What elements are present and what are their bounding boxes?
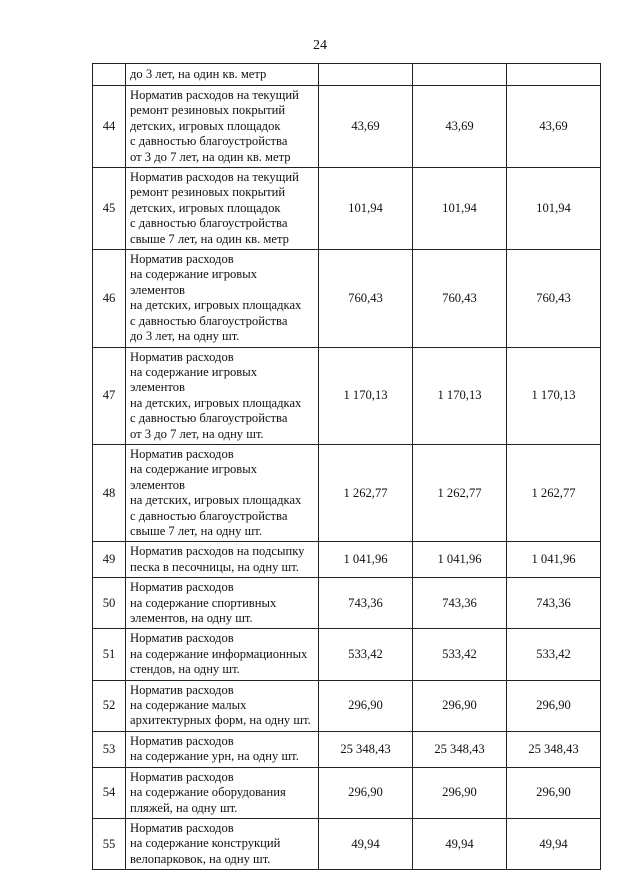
table-row [93,542,601,578]
row-number: 50 [93,578,126,629]
row-description: Норматив расходов на содержание конструкций велопарковок, на одну шт. [126,819,319,870]
row-number: 55 [93,819,126,870]
value-cell-1: 1 170,13 [319,347,413,444]
row-number: 51 [93,629,126,680]
value-cell-2: 25 348,43 [413,731,507,767]
row-number: 52 [93,680,126,731]
value-cell-1: 743,36 [319,578,413,629]
row-description: Норматив расходов на текущий ремонт резиновых покрытий детских, игровых площадок с давностью благоустройства от 3 до 7 лет, на один кв. метр [126,86,319,168]
table-row [93,444,601,541]
table-row [93,347,601,444]
value-cell-3: 296,90 [507,767,601,818]
row-description: Норматив расходов на содержание игровых элементов на детских, игровых площадках с давностью благоустройства до 3 лет, на одну шт. [126,250,319,347]
row-description: Норматив расходов на содержание информационных стендов, на одну шт. [126,629,319,680]
value-cell-3: 43,69 [507,86,601,168]
norms-table-body [93,64,601,870]
row-description: до 3 лет, на один кв. метр [126,64,319,86]
row-number: 48 [93,444,126,541]
table-row [93,680,601,731]
value-cell-2: 743,36 [413,578,507,629]
value-cell-2: 296,90 [413,680,507,731]
table-row [93,578,601,629]
table-row [93,86,601,168]
value-cell-3: 1 041,96 [507,542,601,578]
row-number: 49 [93,542,126,578]
value-cell-1: 101,94 [319,168,413,250]
value-cell-3: 1 262,77 [507,444,601,541]
row-description: Норматив расходов на содержание игровых элементов на детских, игровых площадках с давностью благоустройства свыше 7 лет, на одну шт. [126,444,319,541]
value-cell-2: 533,42 [413,629,507,680]
value-cell-1 [319,64,413,86]
value-cell-3: 49,94 [507,819,601,870]
value-cell-1: 25 348,43 [319,731,413,767]
row-description: Норматив расходов на содержание оборудования пляжей, на одну шт. [126,767,319,818]
table-row [93,629,601,680]
value-cell-2: 1 041,96 [413,542,507,578]
row-description: Норматив расходов на содержание игровых элементов на детских, игровых площадках с давностью благоустройства от 3 до 7 лет, на одну шт. [126,347,319,444]
value-cell-2: 43,69 [413,86,507,168]
page-number: 24 [313,38,327,53]
row-number: 46 [93,250,126,347]
value-cell-1: 296,90 [319,767,413,818]
value-cell-3 [507,64,601,86]
value-cell-1: 296,90 [319,680,413,731]
value-cell-3: 101,94 [507,168,601,250]
value-cell-1: 43,69 [319,86,413,168]
value-cell-1: 1 262,77 [319,444,413,541]
value-cell-3: 743,36 [507,578,601,629]
row-number [93,64,126,86]
row-description: Норматив расходов на содержание урн, на одну шт. [126,731,319,767]
value-cell-3: 760,43 [507,250,601,347]
row-number: 45 [93,168,126,250]
row-number: 44 [93,86,126,168]
row-description: Норматив расходов на подсыпку песка в песочницы, на одну шт. [126,542,319,578]
table-row [93,767,601,818]
value-cell-3: 25 348,43 [507,731,601,767]
row-description: Норматив расходов на содержание спортивных элементов, на одну шт. [126,578,319,629]
value-cell-3: 1 170,13 [507,347,601,444]
table-row [93,819,601,870]
row-description: Норматив расходов на содержание малых архитектурных форм, на одну шт. [126,680,319,731]
value-cell-2: 296,90 [413,767,507,818]
value-cell-2: 1 170,13 [413,347,507,444]
table-row [93,250,601,347]
value-cell-3: 296,90 [507,680,601,731]
table-row [93,168,601,250]
norms-table [92,63,601,870]
value-cell-1: 1 041,96 [319,542,413,578]
value-cell-1: 533,42 [319,629,413,680]
value-cell-2: 1 262,77 [413,444,507,541]
table-row [93,64,601,86]
row-number: 54 [93,767,126,818]
value-cell-2 [413,64,507,86]
value-cell-3: 533,42 [507,629,601,680]
value-cell-2: 760,43 [413,250,507,347]
row-number: 47 [93,347,126,444]
row-description: Норматив расходов на текущий ремонт резиновых покрытий детских, игровых площадок с давностью благоустройства свыше 7 лет, на один кв. метр [126,168,319,250]
value-cell-2: 101,94 [413,168,507,250]
row-number: 53 [93,731,126,767]
value-cell-1: 760,43 [319,250,413,347]
table-row [93,731,601,767]
value-cell-1: 49,94 [319,819,413,870]
value-cell-2: 49,94 [413,819,507,870]
